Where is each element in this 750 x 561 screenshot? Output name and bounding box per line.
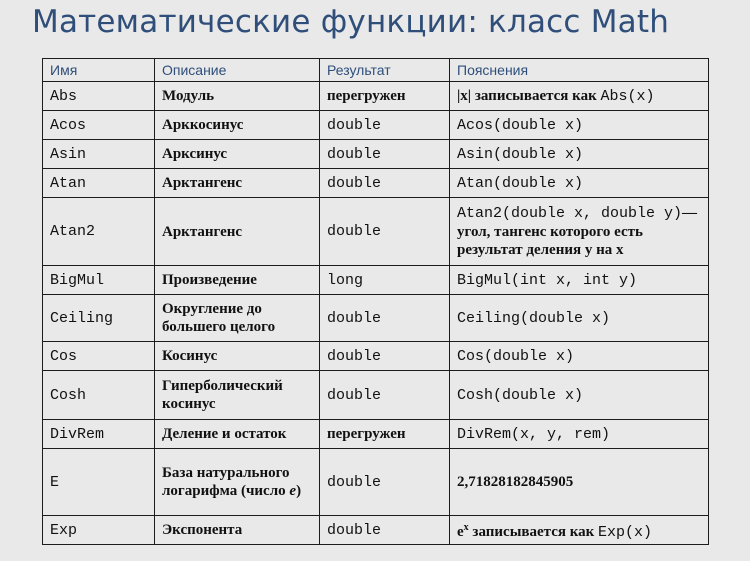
note-text: — угол, тангенс которого есть результат деления y на x bbox=[457, 205, 698, 258]
header-name: Имя bbox=[43, 59, 155, 82]
page-title: Математические функции: класс Math bbox=[32, 4, 670, 40]
cell-name: Acos bbox=[43, 111, 155, 140]
cell-result: double bbox=[320, 295, 450, 342]
note-code: Cosh(double x) bbox=[457, 386, 584, 404]
table-row bbox=[43, 342, 709, 371]
cell-name: Cos bbox=[43, 342, 155, 371]
cell-description: Арктангенс bbox=[155, 169, 320, 198]
cell-name: Cosh bbox=[43, 371, 155, 420]
table-row bbox=[43, 169, 709, 198]
cell-description: Арксинус bbox=[155, 140, 320, 169]
note-base: e bbox=[457, 523, 464, 540]
table-row bbox=[43, 111, 709, 140]
cell-result: long bbox=[320, 266, 450, 295]
note-code: Abs(x) bbox=[600, 87, 655, 105]
cell-name: Ceiling bbox=[43, 295, 155, 342]
desc-text: База натурального логарифма (число bbox=[162, 465, 290, 499]
desc-em: e bbox=[289, 483, 297, 499]
cell-result: перегружен bbox=[320, 82, 450, 111]
cell-name: Atan bbox=[43, 169, 155, 198]
cell-description: Косинус bbox=[155, 342, 320, 371]
note-code: Exp(x) bbox=[598, 523, 653, 541]
header-result: Результат bbox=[320, 59, 450, 82]
note-code: Atan2(double x, double y) bbox=[457, 205, 683, 222]
header-description: Описание bbox=[155, 59, 320, 82]
cell-name: Atan2 bbox=[43, 198, 155, 266]
cell-description: Модуль bbox=[155, 82, 320, 111]
cell-result: double bbox=[320, 169, 450, 198]
desc-text-end: ) bbox=[296, 483, 302, 499]
cell-description: Гиперболический косинус bbox=[155, 371, 320, 420]
note-code: DivRem(x, y, rem) bbox=[457, 425, 611, 443]
cell-result: double bbox=[320, 140, 450, 169]
cell-notes bbox=[450, 82, 709, 111]
note-code: Ceiling(double x) bbox=[457, 309, 611, 327]
cell-result: double bbox=[320, 342, 450, 371]
math-functions-table bbox=[42, 58, 709, 545]
cell-notes bbox=[450, 111, 709, 140]
cell-description: Арктангенс bbox=[155, 198, 320, 266]
table-row bbox=[43, 516, 709, 545]
table-row bbox=[43, 371, 709, 420]
cell-result: double bbox=[320, 449, 450, 516]
cell-notes bbox=[450, 295, 709, 342]
cell-notes bbox=[450, 198, 709, 266]
note-code: Atan(double x) bbox=[457, 174, 584, 192]
table-row bbox=[43, 198, 709, 266]
table-row bbox=[43, 82, 709, 111]
cell-description: Произведение bbox=[155, 266, 320, 295]
cell-result: double bbox=[320, 516, 450, 545]
table-row bbox=[43, 295, 709, 342]
note-text: |x| записывается как bbox=[457, 87, 601, 104]
note-sup: x bbox=[463, 521, 469, 533]
table-row bbox=[43, 420, 709, 449]
note-text: записывается как bbox=[468, 523, 599, 540]
cell-name: Exp bbox=[43, 516, 155, 545]
table-row bbox=[43, 449, 709, 516]
cell-name: Abs bbox=[43, 82, 155, 111]
cell-notes bbox=[450, 169, 709, 198]
cell-notes bbox=[450, 420, 709, 449]
cell-notes bbox=[450, 371, 709, 420]
cell-result: double bbox=[320, 111, 450, 140]
cell-description: Округление до большего целого bbox=[155, 295, 320, 342]
cell-description: Деление и остаток bbox=[155, 420, 320, 449]
table-row bbox=[43, 140, 709, 169]
note-code: Cos(double x) bbox=[457, 347, 575, 365]
cell-result: double bbox=[320, 198, 450, 266]
cell-name: Asin bbox=[43, 140, 155, 169]
header-notes: Пояснения bbox=[450, 59, 709, 82]
note-code: Asin(double x) bbox=[457, 145, 584, 163]
cell-name: E bbox=[43, 449, 155, 516]
table-header-row bbox=[43, 59, 709, 82]
note-code: BigMul(int x, int y) bbox=[457, 271, 638, 289]
cell-result: перегружен bbox=[320, 420, 450, 449]
cell-notes bbox=[450, 342, 709, 371]
table-row bbox=[43, 266, 709, 295]
cell-notes bbox=[450, 516, 709, 545]
cell-notes bbox=[450, 266, 709, 295]
cell-result: double bbox=[320, 371, 450, 420]
cell-description: Арккосинус bbox=[155, 111, 320, 140]
cell-notes bbox=[450, 140, 709, 169]
cell-name: DivRem bbox=[43, 420, 155, 449]
note-code: Acos(double x) bbox=[457, 116, 584, 134]
cell-name: BigMul bbox=[43, 266, 155, 295]
cell-description: Экспонента bbox=[155, 516, 320, 545]
cell-description bbox=[155, 449, 320, 516]
cell-notes: 2,71828182845905 bbox=[450, 449, 709, 516]
